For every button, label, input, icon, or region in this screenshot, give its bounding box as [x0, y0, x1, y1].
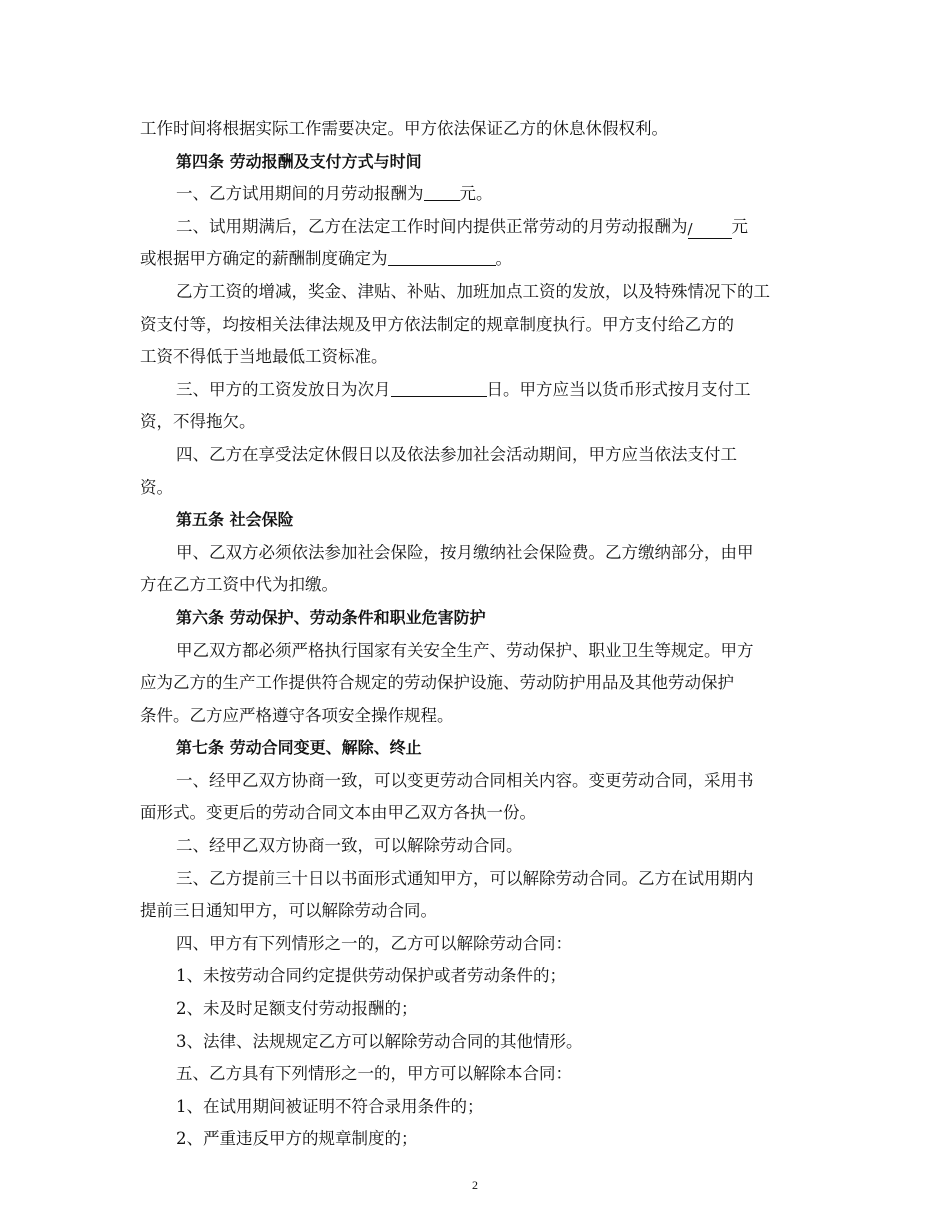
list-item: 1、未按劳动合同约定提供劳动保护或者劳动条件的； — [176, 966, 566, 986]
paragraph-line: 应为乙方的生产工作提供符合规定的劳动保护设施、劳动防护用品及其他劳动保护 — [140, 673, 734, 693]
paragraph-line: 二、经甲乙双方协商一致，可以解除劳动合同。 — [176, 836, 523, 856]
probation-salary-blank — [424, 182, 460, 201]
paragraph-line — [140, 211, 812, 244]
article-7-heading: 第七条 劳动合同变更、解除、终止 — [176, 738, 422, 758]
text-run: 三、甲方的工资发放日为次月 — [176, 379, 391, 399]
paragraph-line: 资。 — [140, 477, 173, 497]
list-item: 2、严重违反甲方的规章制度的； — [176, 1129, 418, 1149]
text-run: 。 — [495, 249, 512, 269]
paragraph-line — [140, 243, 812, 276]
paragraph-line: 五、乙方具有下列情形之一的，甲方可以解除本合同： — [176, 1064, 572, 1084]
paragraph-line: 乙方工资的增减，奖金、津贴、补贴、加班加点工资的发放，以及特殊情况下的工 — [176, 281, 770, 301]
article-4-heading: 第四条 劳动报酬及支付方式与时间 — [176, 151, 422, 171]
article-6-heading: 第六条 劳动保护、劳动条件和职业危害防护 — [176, 607, 486, 627]
list-item: 2、未及时足额支付劳动报酬的； — [176, 999, 418, 1019]
paragraph-line: 条件。乙方应严格遵守各项安全操作规程。 — [140, 705, 454, 725]
paragraph-line: 一、经甲乙双方协商一致，可以变更劳动合同相关内容。变更劳动合同，采用书 — [176, 770, 754, 790]
paragraph-line: 资支付等，均按相关法律法规及甲方依法制定的规章制度执行。甲方支付给乙方的 — [140, 314, 734, 334]
paragraph-line: 资，不得拖欠。 — [140, 412, 256, 432]
text-run: 二、试用期满后，乙方在法定工作时间内提供正常劳动的月劳动报酬为 — [176, 216, 688, 236]
paragraph-line — [140, 374, 812, 407]
monthly-salary-blank: / — [688, 220, 732, 239]
paragraph-line: 工作时间将根据实际工作需要决定。甲方依法保证乙方的休息休假权利。 — [140, 119, 668, 138]
page-number: 2 — [472, 1178, 478, 1192]
paragraph-line: 工资不得低于当地最低工资标准。 — [140, 347, 388, 367]
paragraph-line: 面形式。变更后的劳动合同文本由甲乙双方各执一份。 — [140, 803, 536, 823]
text-run: 日。甲方应当以货币形式按月支付工 — [486, 379, 751, 399]
list-item: 3、法律、法规规定乙方可以解除劳动合同的其他情形。 — [176, 1031, 583, 1051]
payday-blank — [391, 378, 487, 397]
paragraph-line: 三、乙方提前三十日以书面形式通知甲方，可以解除劳动合同。乙方在试用期内 — [176, 868, 754, 888]
paragraph-line: 四、甲方有下列情形之一的，乙方可以解除劳动合同： — [176, 933, 572, 953]
text-run: 或根据甲方确定的薪酬制度确定为 — [140, 249, 388, 269]
paragraph-line: 甲乙双方都必须严格执行国家有关安全生产、劳动保护、职业卫生等规定。甲方 — [176, 640, 754, 660]
salary-system-blank — [388, 247, 496, 266]
text-run: 一、乙方试用期间的月劳动报酬为 — [176, 184, 424, 204]
article-5-heading: 第五条 社会保险 — [176, 510, 294, 530]
text-run: 元 — [731, 216, 748, 236]
list-item: 1、在试用期间被证明不符合录用条件的； — [176, 1096, 484, 1116]
paragraph-line: 方在乙方工资中代为扣缴。 — [140, 575, 338, 595]
paragraph-line: 四、乙方在享受法定休假日以及依法参加社会活动期间，甲方应当依法支付工 — [176, 444, 737, 464]
paragraph-line — [140, 178, 812, 211]
text-run: 元。 — [459, 184, 493, 204]
paragraph-line: 提前三日通知甲方，可以解除劳动合同。 — [140, 901, 437, 921]
contract-body — [140, 113, 812, 1156]
paragraph-line: 甲、乙双方必须依法参加社会保险，按月缴纳社会保险费。乙方缴纳部分，由甲 — [176, 542, 754, 562]
